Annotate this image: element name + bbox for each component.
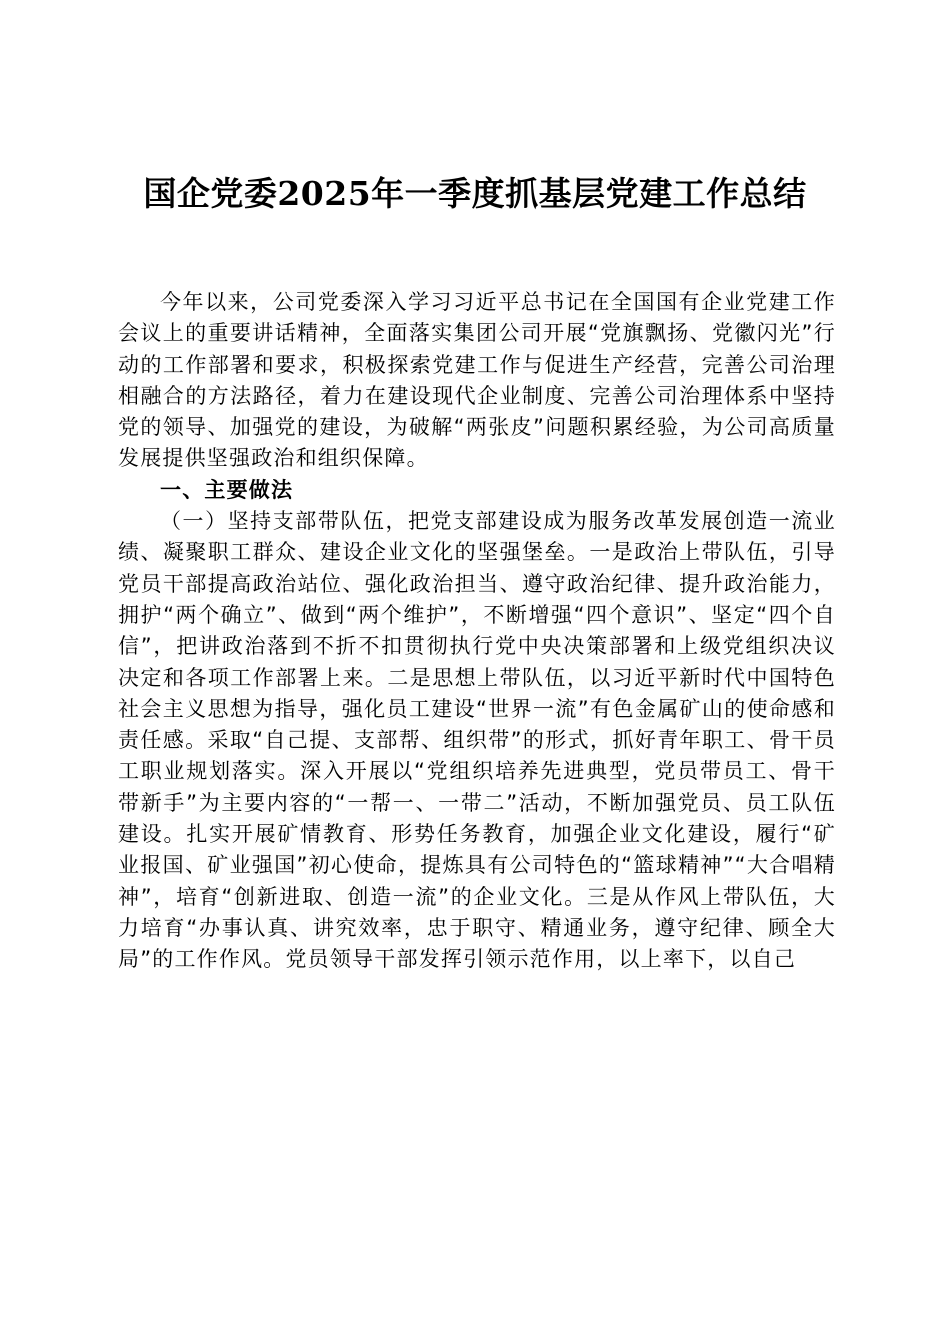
document-body bbox=[118, 287, 836, 976]
intro-paragraph: 今年以来，公司党委深入学习习近平总书记在全国国有企业党建工作会议上的重要讲话精神，全面落实集团公司开展“党旗飘扬、党徽闪光”行动的工作部署和要求，积极探索党建工作与促进生产经营，完善公司治理相融合的方法路径，着力在建设现代企业制度、完善公司治理体系中坚持党的领导、加强党的建设，为破解“两张皮”问题积累经验，为公司高质量发展提供坚强政治和组织保障。 bbox=[118, 290, 836, 471]
section1-paragraph-1: （一）坚持支部带队伍，把党支部建设成为服务改革发展创造一流业绩、凝聚职工群众、建设企业文化的坚强堡垒。一是政治上带队伍，引导党员干部提高政治站位、强化政治担当、遵守政治纪律、提升政治能力，拥护“两个确立”、做到“两个维护”，不断增强“四个意识”、坚定“四个自信”，把讲政治落到不折不扣贯彻执行党中央决策部署和上级党组织决议决定和各项工作部署上来。二是思想上带队伍，以习近平新时代中国特色社会主义思想为指导，强化员工建设“世界一流”有色金属矿山的使命感和责任感。采取“自己提、支部帮、组织带”的形式，抓好青年职工、骨干员工职业规划落实。深入开展以“党组织培养先进典型，党员带员工、骨干带新手”为主要内容的“一帮一、一带二”活动，不断加强党员、员工队伍建设。扎实开展矿情教育、形势任务教育，加强企业文化建设，履行“矿业报国、矿业强国”初心使命，提炼具有公司特色的“篮球精神”“大合唱精神”，培育“创新进取、创造一流”的企业文化。三是从作风上带队伍，大力培育“办事认真、讲究效率，忠于职守、精通业务，遵守纪律、顾全大局”的工作作风。党员领导干部发挥引领示范作用，以上率下，以自己 bbox=[118, 509, 836, 972]
section-heading-main-practices: 一、主要做法 bbox=[160, 477, 294, 502]
document-title: 国企党委2025年一季度抓基层党建工作总结 bbox=[143, 174, 807, 213]
